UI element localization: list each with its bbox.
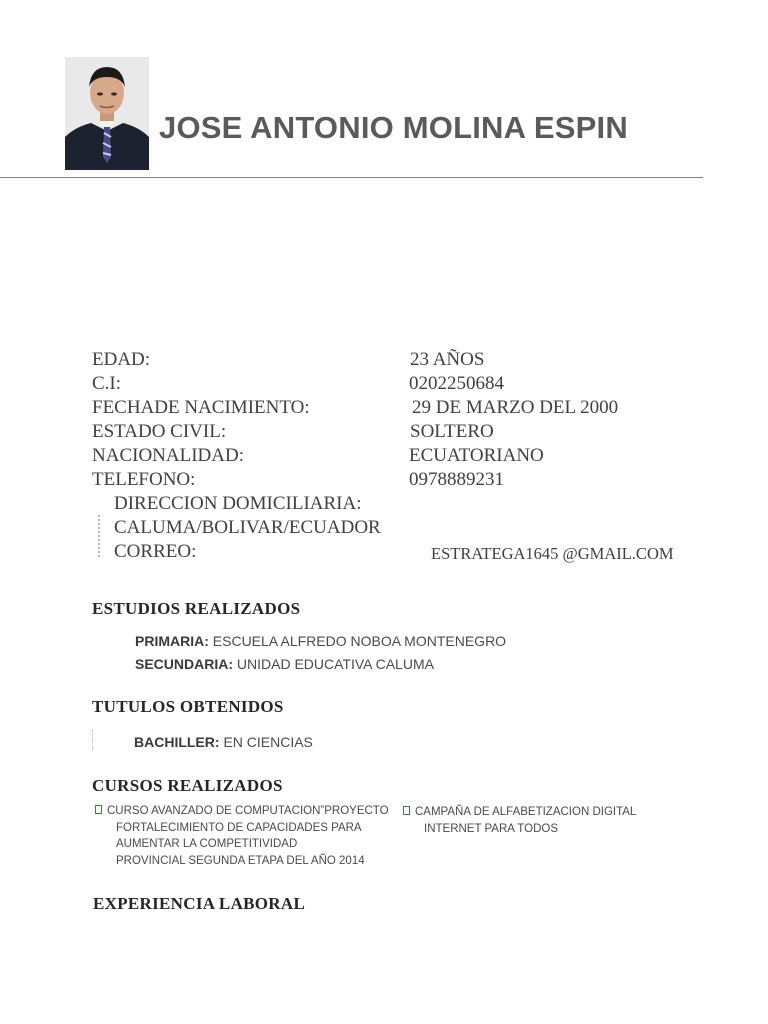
phone-label: TELEFONO:: [92, 469, 196, 490]
secondary-value: UNIDAD EDUCATIVA CALUMA: [236, 656, 434, 672]
phone-value: 0978889231: [409, 469, 504, 490]
course-line: CAMPAÑA DE ALFABETIZACION DIGITAL: [415, 806, 637, 818]
course-line: AUMENTAR LA COMPETITIVIDAD: [116, 838, 298, 850]
courses-heading: CURSOS REALIZADOS: [92, 776, 283, 795]
secondary-school-entry: [135, 656, 434, 672]
email-value[interactable]: ESTRATEGA1645 @GMAIL.COM: [431, 544, 674, 563]
dotted-marker: [98, 515, 102, 557]
id-value: 0202250684: [409, 373, 504, 394]
course-line: INTERNET PARA TODOS: [424, 822, 558, 835]
primary-value: ESCUELA ALFREDO NOBOA MONTENEGRO: [212, 633, 507, 649]
candidate-name: JOSE ANTONIO MOLINA ESPIN: [159, 110, 628, 145]
checkbox-bullet-icon: [95, 805, 102, 814]
course-line: PROVINCIAL SEGUNDA ETAPA DEL AÑO 2014: [116, 854, 365, 867]
address-value: CALUMA/BOLIVAR/ECUADOR: [114, 517, 381, 538]
experience-heading: EXPERIENCIA LABORAL: [93, 894, 306, 913]
primary-school-entry: [135, 633, 506, 649]
age-value: 23 AÑOS: [410, 349, 485, 370]
profile-photo-image: [65, 57, 149, 170]
profile-photo: [65, 57, 149, 170]
header-divider: [0, 177, 703, 178]
nationality-label: NACIONALIDAD:: [92, 445, 244, 466]
birth-label: FECHADE NACIMIENTO:: [92, 397, 310, 418]
address-label: DIRECCION DOMICILIARIA:: [114, 493, 362, 514]
course-line: FORTALECIMIENTO DE CAPACIDADES PARA: [116, 821, 362, 834]
civil-status-label: ESTADO CIVIL:: [92, 421, 227, 442]
degree-entry: [134, 734, 313, 750]
degree-label: BACHILLER:: [134, 734, 220, 750]
course-item: [415, 804, 636, 837]
civil-status-value: SOLTERO: [410, 421, 494, 442]
secondary-label: SECUNDARIA:: [135, 656, 233, 672]
dotted-marker-titles: [92, 730, 95, 750]
email-label: CORREO:: [114, 541, 197, 562]
nationality-value: ECUATORIANO: [409, 445, 544, 466]
id-label: C.I:: [92, 373, 122, 394]
titles-heading: TUTULOS OBTENIDOS: [92, 697, 284, 716]
studies-heading: ESTUDIOS REALIZADOS: [92, 599, 301, 618]
course-item: [107, 803, 389, 869]
degree-value: EN CIENCIAS: [223, 734, 313, 750]
age-label: EDAD:: [92, 349, 151, 370]
checkbox-bullet-icon: [403, 806, 410, 815]
birth-value: 29 DE MARZO DEL 2000: [412, 397, 619, 418]
primary-label: PRIMARIA:: [135, 633, 209, 649]
course-line: CURSO AVANZADO DE COMPUTACION”PROYECTO: [107, 805, 389, 817]
